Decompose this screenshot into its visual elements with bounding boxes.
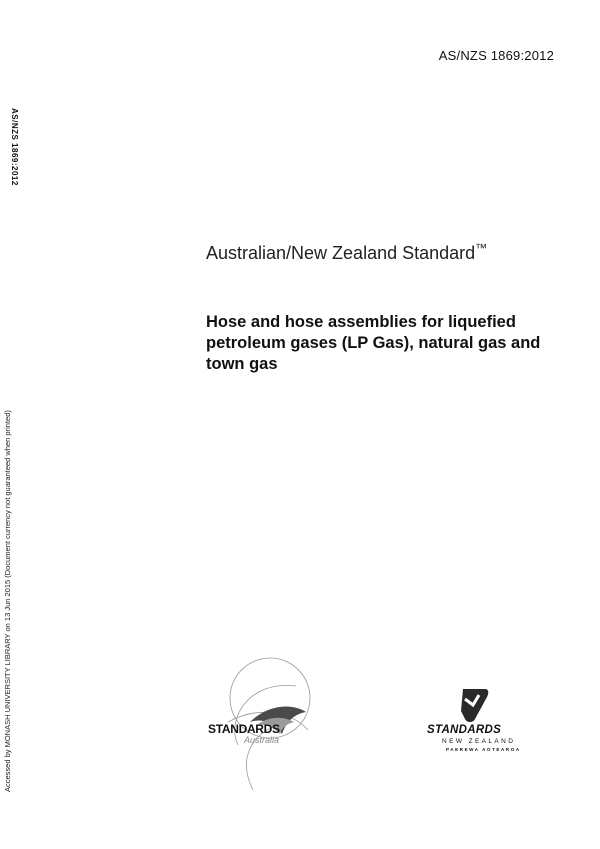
standards-nz-maori-subtitle: PAEREWA AOTEAROA [446,747,521,752]
standard-number: AS/NZS 1869:2012 [438,48,554,63]
standards-australia-logo-icon [198,650,318,790]
standards-nz-wordmark: STANDARDS [427,724,502,736]
standards-australia-subtitle: Australia [244,735,280,745]
standard-type-text: Australian/New Zealand Standard [206,243,476,263]
trademark-symbol: ™ [475,241,488,255]
standards-nz-subtitle: NEW ZEALAND [442,738,516,745]
standard-type-heading [206,243,487,264]
standards-australia-wordmark: STANDARDS [208,722,280,736]
document-title: Hose and hose assemblies for liquefied petroleum gases (LP Gas), natural gas and town gas [206,313,541,373]
access-note: Accessed by MONASH UNIVERSITY LIBRARY on 13 Jun 2015 (Document currency not guaranteed when printed) [3,410,12,792]
side-standard-code: AS/NZS 1869:2012 [10,108,19,186]
